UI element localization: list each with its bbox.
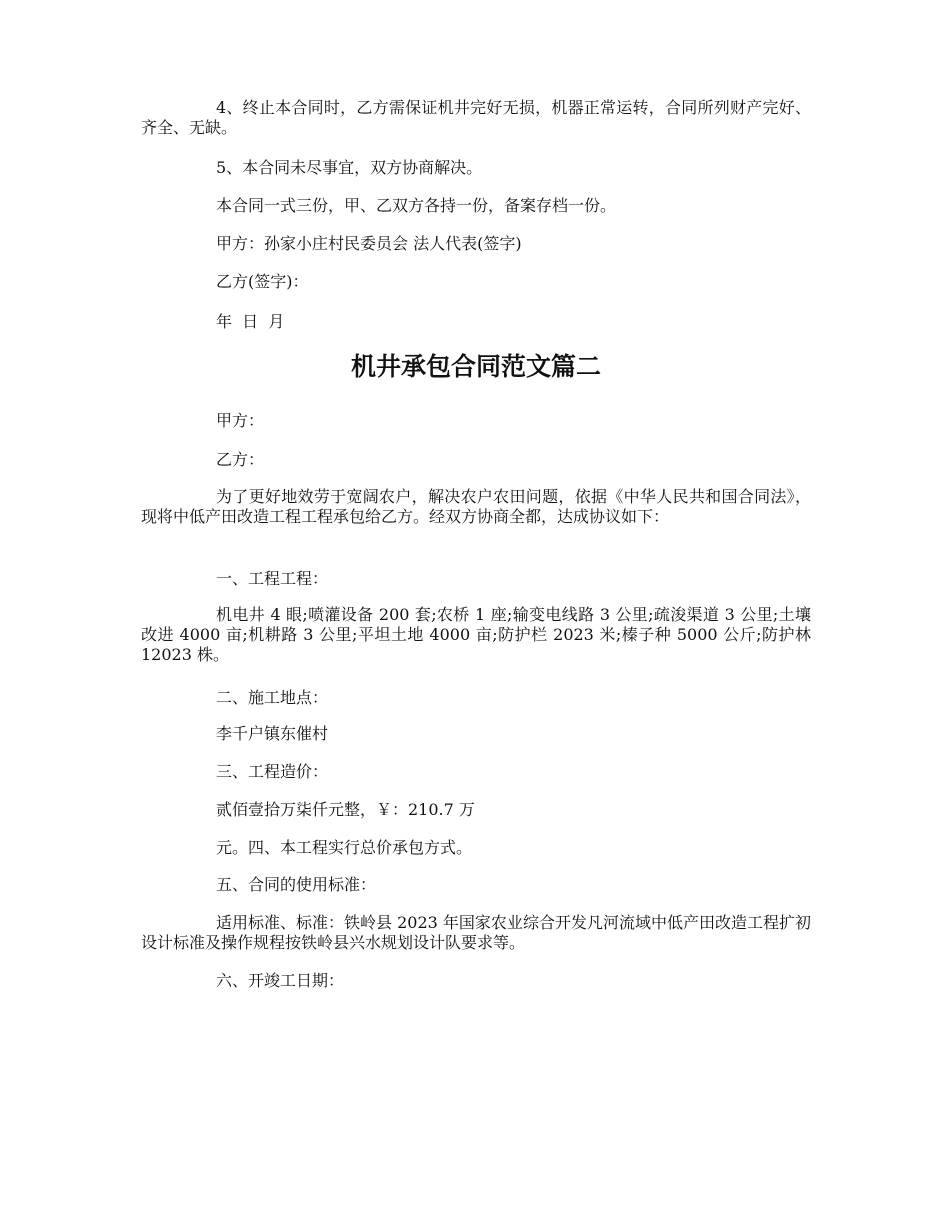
party-a-label: 甲方： — [216, 411, 265, 430]
date-line: 年 日 月 — [216, 312, 285, 331]
preamble-paragraph: 为了更好地效劳于宽阔农户，解决农户农田问题，依据《中华人民共和国合同法》，现将中低产田改造工程工程承包给乙方。经双方协商全都，达成协议如下： — [141, 487, 811, 526]
heading-schedule: 六、开竣工日期： — [216, 971, 345, 990]
heading-standards: 五、合同的使用标准： — [216, 875, 377, 894]
standards-paragraph: 适用标准、标准：铁岭县 2023 年国家农业综合开发凡河流域中低产田改造工程扩初设计标准及操作规程按铁岭县兴水规划设计队要求等。 — [141, 913, 811, 952]
section-title: 机井承包合同范文篇二 — [350, 352, 601, 381]
copies-paragraph: 本合同一式三份，甲、乙双方各持一份，备案存档一份。 — [216, 196, 617, 215]
heading-cost: 三、工程造价： — [216, 762, 329, 781]
party-a-signature-line: 甲方：孙家小庄村民委员会 法人代表(签字) — [216, 234, 522, 253]
project-items-paragraph: 机电井 4 眼;喷灌设备 200 套;农桥 1 座;输变电线路 3 公里;疏浚渠道 3 公里;土壤改进 4000 亩;机耕路 3 公里;平坦土地 4000 亩;防护栏 2023 米;榛子种 5000 公斤;防护林 12023 株。 — [141, 605, 811, 664]
contract-method-paragraph: 元。四、本工程实行总价承包方式。 — [216, 838, 473, 857]
party-b-signature-line: 乙方(签字)： — [216, 272, 309, 291]
heading-project-items: 一、工程工程： — [216, 569, 329, 588]
cost-paragraph: 贰佰壹拾万柒仟元整，￥：210.7 万 — [216, 800, 475, 819]
clause-4-paragraph: 4、终止本合同时，乙方需保证机井完好无损，机器正常运转，合同所列财产完好、齐全、无缺。 — [141, 98, 811, 137]
party-b-label: 乙方： — [216, 450, 265, 469]
site-paragraph: 李千户镇东催村 — [216, 724, 329, 743]
clause-5-paragraph: 5、本合同未尽事宜，双方协商解决。 — [216, 158, 483, 177]
heading-site: 二、施工地点： — [216, 688, 329, 707]
